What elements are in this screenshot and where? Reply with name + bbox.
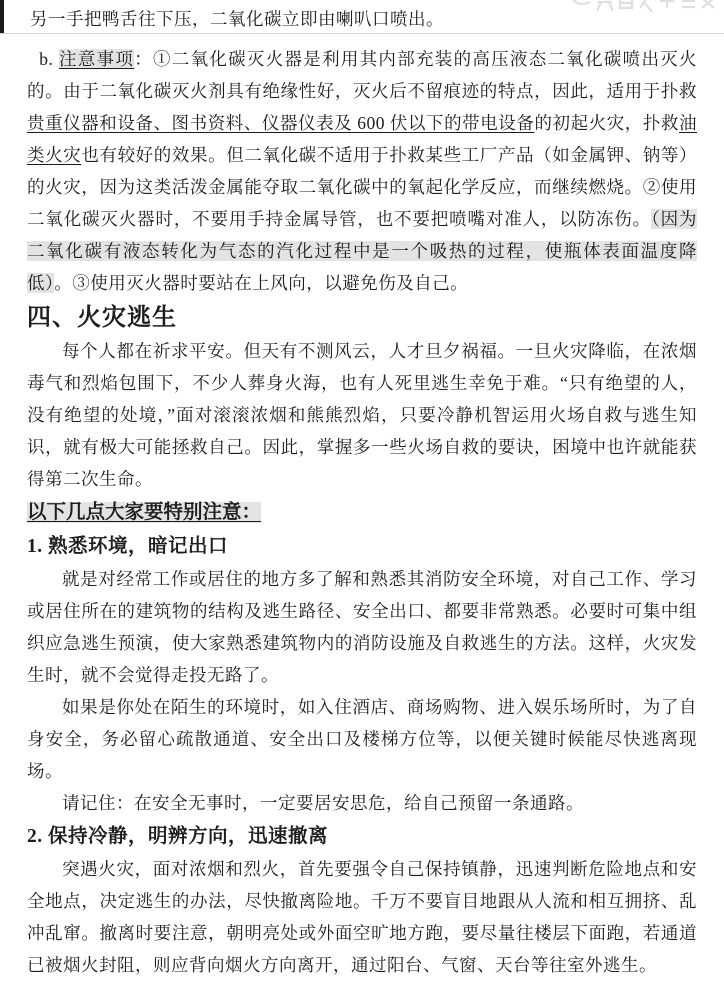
subheading-1-know-environment: 1. 熟悉环境，暗记出口 (27, 536, 229, 557)
note-run: 。③使用灭火器时要站在上风向，以避免伤及自己。 (54, 273, 469, 293)
emphasis-highlight: 以下几点大家要特别注意： (27, 502, 262, 523)
paragraph-know-environment: 就是对经常工作或居住的地方多了解和熟悉其消防安全环境，对自己工作、学习或居住所在的建筑物的结构及逃生路径、安全出口、都要非常熟悉。必要时可集中组织应急逃生预演，使大家熟悉建筑物内的消防设施及自救逃生的方法。这样，火灾发生时，就不会觉得走投无路了。 (27, 569, 697, 685)
note-highlight-endothermic: （因为二氧化碳有液态转化为气态的汽化过程中是一个吸热的过程，使瓶体表面温度降低） (27, 209, 698, 293)
paragraph-unfamiliar-places: 如果是你处在陌生的环境时，如入住酒店、商场购物、进入娱乐场所时，为了自身安全，务必留心疏散通道、安全出口及楼梯方位等，以便关键时候能尽快逃离现场。 (27, 697, 697, 781)
paragraph-intro: 每个人都在祈求平安。但天有不测风云，人才旦夕祸福。一旦火灾降临，在浓烟毒气和烈焰包围下，不少人葬身火海，也有人死里逃生幸免于难。“只有绝望的人，没有绝望的处境，”面对滚滚浓烟和熊熊烈焰，只要冷静机智运用火场自救与逃生知识，就有极大可能拯救自己。因此，掌握多一些火场自救的要诀，困境中也许就能获得第二次生命。 (27, 341, 697, 489)
note-run: ：①二氧化碳灭火器是利用其内部充装的高压液态二氧化碳喷出灭火的。由于二氧化碳灭火剂具有绝缘性好，灭火后不留痕迹的特点，因此，适用于扑救 (27, 49, 698, 101)
note-label-highlight: 注意事项 (59, 49, 135, 69)
paragraph-stay-calm: 突遇火灾，面对浓烟和烈火，首先要强令自己保持镇静，迅速判断危险地点和安全地点，决定逃生的办法，尽快撤离险地。千万不要盲目地跟从人流和相互拥挤、乱冲乱窜。撤离时要注意，朝明亮处或外面空旷地方跑，要尽量往楼层下面跑，若通道已被烟火封阻，则应背向烟火方向离开，通过阳台、气窗、天台等往室外逃生。 (27, 859, 697, 975)
previous-page-strip (0, 0, 724, 34)
page-body (0, 34, 724, 981)
note-prefix: b. (39, 49, 60, 69)
subheading-2-stay-calm: 2. 保持冷静，明辨方向，迅速撤离 (27, 826, 329, 847)
note-underlined-equipment: 贵重仪器和设备、图书资料、仪器仪表及 600 伏以下的带电设备 (27, 113, 535, 133)
paragraph-remember: 请记住：在安全无事时，一定要居安思危，给自己预留一条通路。 (62, 793, 584, 813)
note-paragraph (27, 43, 697, 299)
note-run: 也有较好的效果。但二氧化碳不适用于扑救某些工厂产品（如金属钾、钠等）的火灾，因为这类活泼金属能夺取二氧化碳中的氧起化学反应，而继续燃烧。②使用二氧化碳灭火器时，不要用手持金属导管，也不要把喷嘴对准人，以防冻伤。 (27, 145, 698, 229)
note-underlined-oil-fire: 油类火灾 (27, 113, 698, 165)
emphasis-line (27, 497, 697, 529)
note-run: 的初起火灾，扑救 (534, 113, 680, 133)
previous-page-last-line: 另一手把鸭舌往下压，二氧化碳立即由喇叭口喷出。 (30, 9, 444, 29)
section-heading-fire-escape: 四、火灾逃生 (27, 305, 177, 331)
watermark-logo-icon (568, 0, 718, 16)
page-edge-bar (0, 0, 4, 33)
